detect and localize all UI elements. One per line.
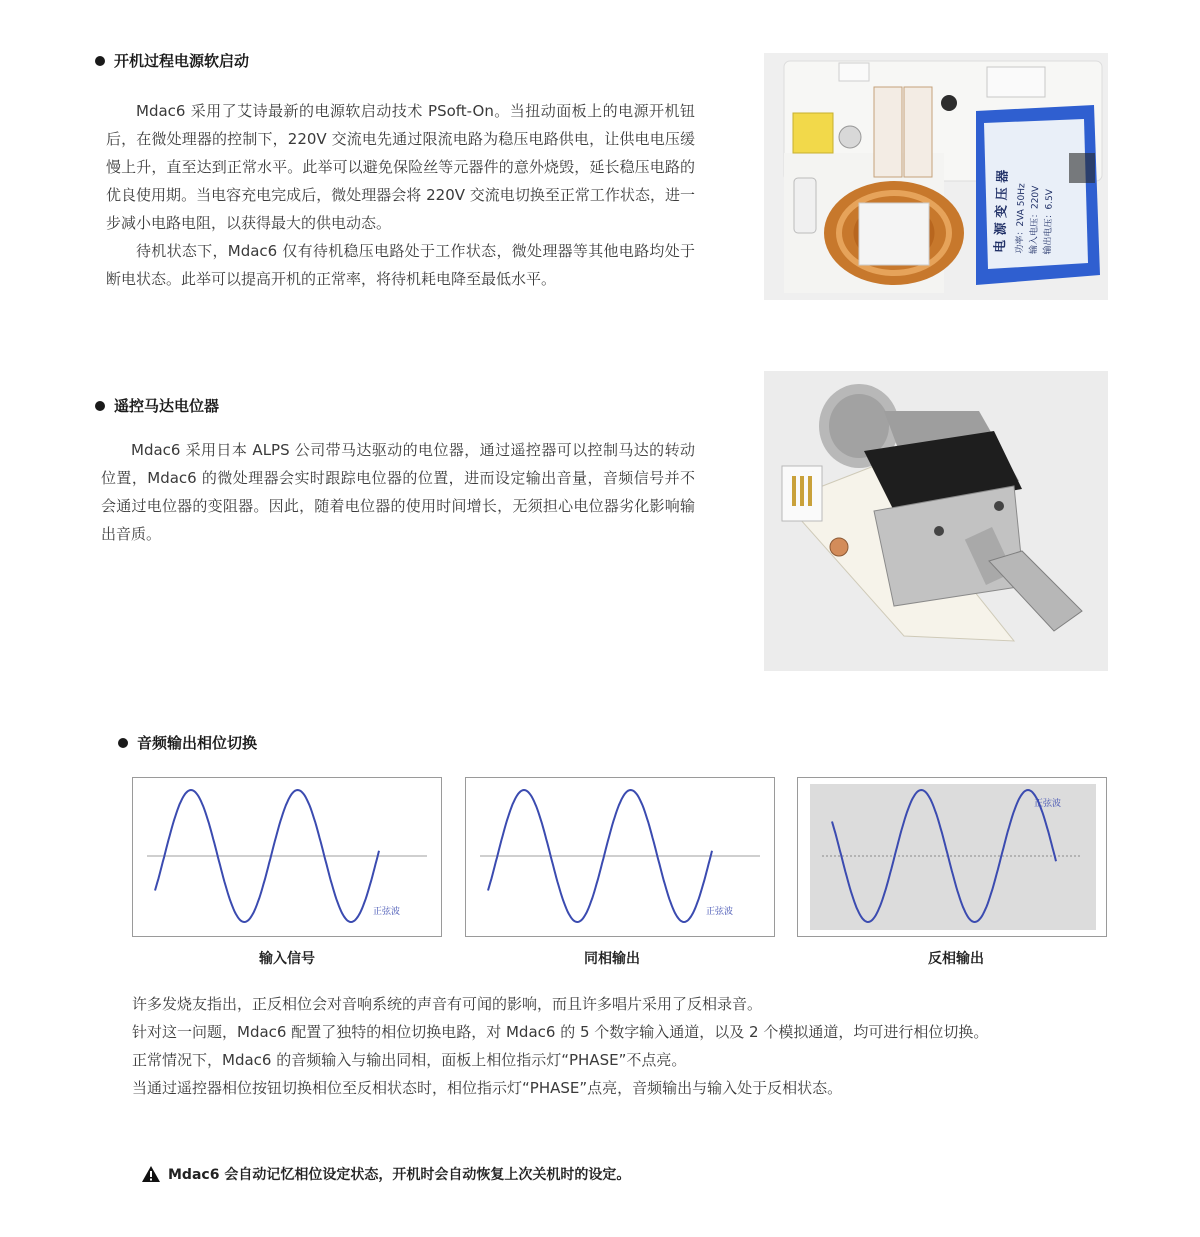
warning-icon (141, 1165, 161, 1183)
memory-note-text: Mdac6 会自动记忆相位设定状态，开机时会自动恢复上次关机时的设定。 (168, 1167, 631, 1183)
wave-caption: 反相输出 (928, 951, 984, 967)
wave-label: 正弦波 (1034, 799, 1062, 809)
section-power-body (106, 97, 695, 293)
body-line: 当通过遥控器相位按钮切换相位至反相状态时，相位指示灯“PHASE”点亮，音频输出与输入处于反相状态。 (132, 1079, 843, 1097)
power-board-photo (764, 53, 1108, 300)
section-motor-pot-heading (95, 395, 219, 416)
body-line: 正常情况下，Mdac6 的音频输入与输出同相，面板上相位指示灯“PHASE”不点亮。 (132, 1051, 687, 1069)
bullet-icon (95, 56, 105, 66)
bullet-icon (95, 401, 105, 411)
transformer-label: 电 源 变 压 器 (993, 169, 1011, 254)
body-line: 针对这一问题，Mdac6 配置了独特的相位切换电路，对 Mdac6 的 5 个数字输入通道，以及 2 个模拟通道，均可进行相位切换。 (132, 1023, 989, 1041)
paragraph: Mdac6 采用了艾诗最新的电源软启动技术 PSoft-On。当扭动面板上的电源开机钮后，在微处理器的控制下，220V 交流电先通过限流电路为稳压电路供电，让供电电压缓慢上升，直至达到正常水平。此举可以避免保险丝等元器件的意外烧毁，延长稳压电路的优良使用期。当电容充电完成后，微处理器会将 220V 交流电切换至正常工作状态，进一步减小电路电阻，以获得最大的供电动态。 (106, 102, 695, 232)
motor-potentiometer-photo (764, 371, 1108, 671)
wave-box-inverted (797, 777, 1107, 937)
transformer-spec: 功率：2VA 50Hz (1014, 183, 1028, 254)
section-power-heading (95, 50, 249, 71)
section-phase-body (132, 990, 988, 1102)
wave-label: 正弦波 (373, 907, 401, 917)
section-power-title: 开机过程电源软启动 (114, 52, 250, 70)
wave-chart-inverted (798, 778, 1106, 936)
wave-chart-in-phase (466, 778, 774, 936)
section-motor-pot-body (101, 436, 695, 548)
section-motor-pot-title: 遥控马达电位器 (114, 397, 220, 415)
paragraph: 待机状态下，Mdac6 仅有待机稳压电路处于工作状态，微处理器等其他电路均处于断电状态。此举可以提高开机的正常率，将待机耗电降至最低水平。 (106, 242, 695, 288)
bullet-icon (118, 738, 128, 748)
wave-caption: 输入信号 (259, 951, 315, 967)
section-phase-title: 音频输出相位切换 (137, 734, 258, 752)
wave-caption: 同相输出 (584, 951, 640, 967)
section-phase-heading (118, 732, 257, 753)
body-line: 许多发烧友指出，正反相位会对音响系统的声音有可闻的影响，而且许多唱片采用了反相录音。 (132, 995, 763, 1013)
memory-note (141, 1164, 630, 1184)
transformer-spec: 输出电压：6.5V (1042, 188, 1056, 255)
wave-chart-input (133, 778, 441, 936)
transformer-spec: 输入电压：220V (1028, 185, 1042, 255)
wave-box-in-phase (465, 777, 775, 937)
wave-label: 正弦波 (706, 907, 734, 917)
wave-box-input (132, 777, 442, 937)
paragraph: Mdac6 采用日本 ALPS 公司带马达驱动的电位器，通过遥控器可以控制马达的转动位置，Mdac6 的微处理器会实时跟踪电位器的位置，进而设定输出音量，音频信号并不会通过电位器的变阻器。因此，随着电位器的使用时间增长，无须担心电位器劣化影响输出音质。 (101, 441, 695, 543)
